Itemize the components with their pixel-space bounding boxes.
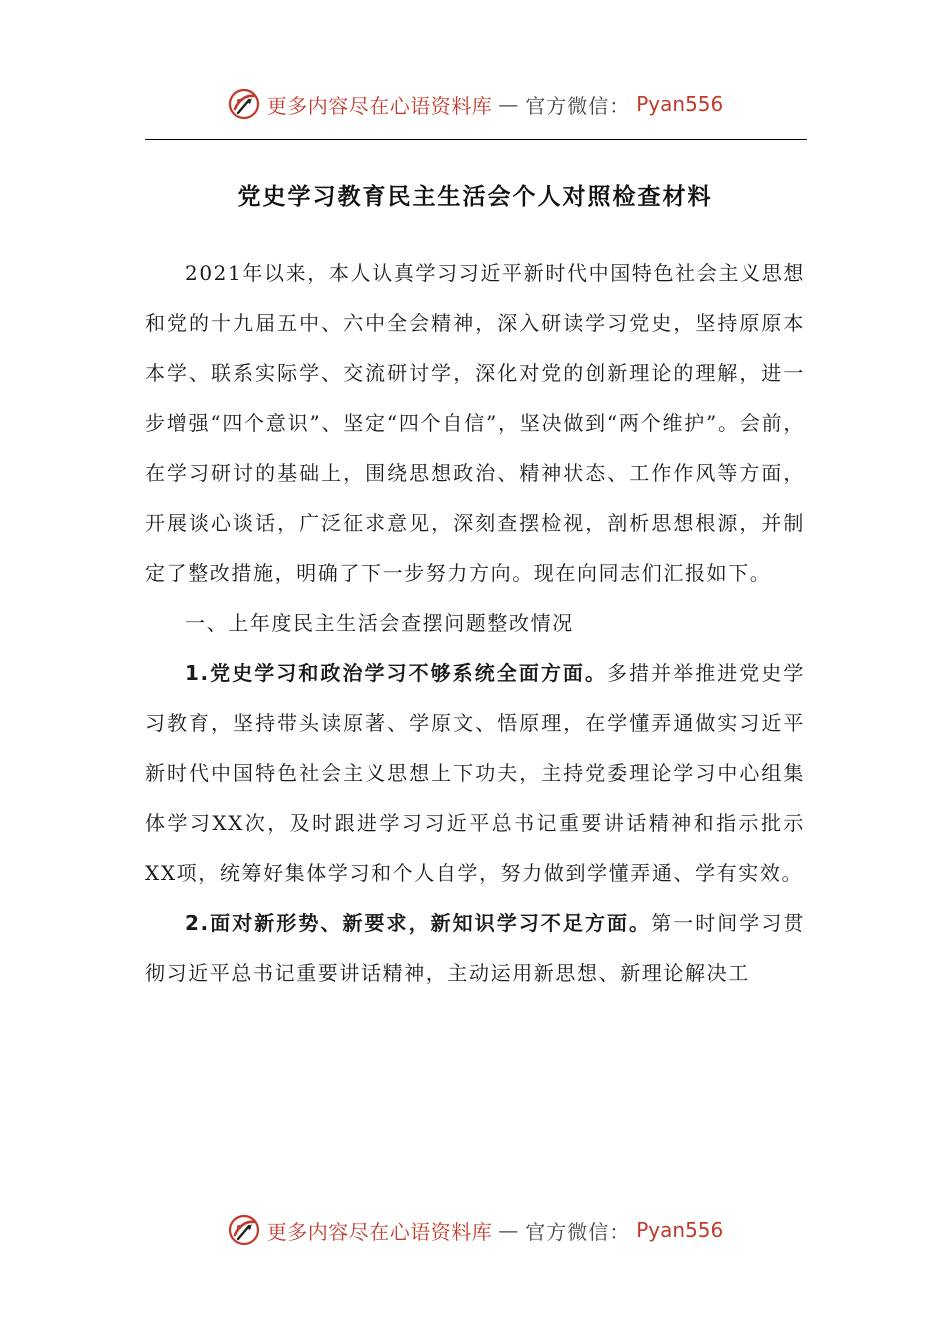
banner-inner bbox=[227, 87, 724, 121]
footer-main-text: 更多内容尽在心语资料库 bbox=[266, 1219, 493, 1244]
banner-main-text: 更多内容尽在心语资料库 bbox=[266, 93, 493, 118]
section-heading: 一、上年度民主生活会查摆问题整改情况 bbox=[185, 611, 574, 635]
brand-logo-icon bbox=[227, 87, 261, 121]
banner-wechat-id: Pyan556 bbox=[636, 92, 724, 116]
intro-paragraph: 2021年以来，本人认真学习习近平新时代中国特色社会主义思想和党的十九届五中、六中全会精神，深入研读学习党史，坚持原原本本学、联系实际学、交流研讨学，深化对党的创新理论的理解，进一步增强“四个意识”、坚定“四个自信”，坚决做到“两个维护”。会前，在学习研讨的基础上，围绕思想政治、精神状态、工作作风等方面，开展谈心谈话，广泛征求意见，深刻查摆检视，剖析思想根源，并制定了整改措施，明确了下一步努力方向。现在向同志们汇报如下。 bbox=[145, 261, 805, 585]
item-paragraph-2 bbox=[145, 898, 805, 998]
header-divider bbox=[145, 139, 807, 140]
item-2-lead: 2.面对新形势、新要求，新知识学习不足方面。 bbox=[185, 911, 652, 935]
item-1-body: 多措并举推进党史学习教育，坚持带头读原著、学原文、悟原理，在学懂弄通做实习近平新时代中国特色社会主义思想上下功夫，主持党委理论学习中心组集体学习XX次，及时跟进学习习近平总书记重要讲话精神和指示批示XX项，统筹好集体学习和个人自学，努力做到学懂弄通、学有实效。 bbox=[145, 661, 805, 885]
item-paragraph-1 bbox=[145, 648, 805, 898]
footer-banner-inner bbox=[227, 1213, 724, 1247]
document-body bbox=[145, 248, 805, 998]
document-title: 党史学习教育民主生活会个人对照检查材料 bbox=[237, 184, 713, 210]
footer-separator: — bbox=[498, 1218, 520, 1242]
item-1-lead: 1.党史学习和政治学习不够系统全面方面。 bbox=[185, 661, 608, 685]
item-2-body: 第一时间学习贯彻习近平总书记重要讲话精神，主动运用新思想、新理论解决工 bbox=[145, 911, 805, 985]
footer-wechat-id: Pyan556 bbox=[636, 1218, 724, 1242]
banner-separator: — bbox=[498, 92, 520, 116]
footer-brand-logo-icon bbox=[227, 1213, 261, 1247]
footer-wechat-label: 官方微信： bbox=[525, 1219, 631, 1244]
banner-wechat-label: 官方微信： bbox=[525, 93, 631, 118]
footer-banner bbox=[0, 1210, 950, 1250]
header-banner bbox=[0, 84, 950, 124]
